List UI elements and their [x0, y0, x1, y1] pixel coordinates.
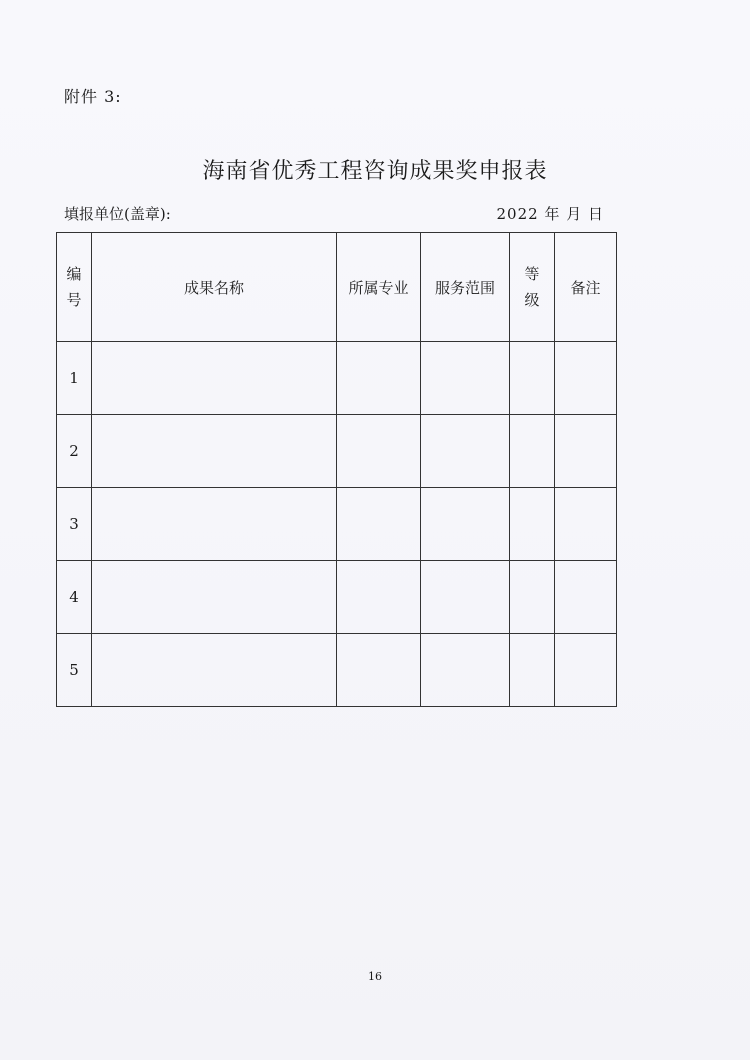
remarks-cell[interactable]	[555, 488, 617, 561]
grade-cell[interactable]	[510, 342, 555, 415]
result-name-cell[interactable]	[92, 342, 337, 415]
header-grade-char-2: 级	[524, 291, 540, 309]
remarks-cell[interactable]	[555, 342, 617, 415]
table-row	[57, 634, 617, 707]
attachment-label: 附件 3:	[64, 87, 122, 106]
fill-date: 2022 年 月 日	[496, 205, 604, 223]
table-row	[57, 561, 617, 634]
table-header-row	[57, 233, 617, 342]
table-row	[57, 488, 617, 561]
grade-cell[interactable]	[510, 561, 555, 634]
table-row	[57, 342, 617, 415]
header-number-char-1: 编	[66, 265, 82, 283]
header-number-char-2: 号	[66, 291, 82, 309]
specialty-cell[interactable]	[337, 561, 421, 634]
header-remarks: 备注	[555, 233, 617, 342]
remarks-cell[interactable]	[555, 415, 617, 488]
result-name-cell[interactable]	[92, 488, 337, 561]
specialty-cell[interactable]	[337, 415, 421, 488]
specialty-cell[interactable]	[337, 634, 421, 707]
result-name-cell[interactable]	[92, 415, 337, 488]
fill-unit-row	[64, 203, 604, 224]
row-number: 4	[57, 561, 92, 634]
result-name-cell[interactable]	[92, 634, 337, 707]
table-row	[57, 415, 617, 488]
grade-cell[interactable]	[510, 634, 555, 707]
header-result-name: 成果名称	[92, 233, 337, 342]
row-number: 2	[57, 415, 92, 488]
page-number: 16	[368, 970, 382, 983]
header-service-scope: 服务范围	[421, 233, 510, 342]
row-number: 3	[57, 488, 92, 561]
grade-cell[interactable]	[510, 488, 555, 561]
service-scope-cell[interactable]	[421, 634, 510, 707]
grade-cell[interactable]	[510, 415, 555, 488]
specialty-cell[interactable]	[337, 488, 421, 561]
result-name-cell[interactable]	[92, 561, 337, 634]
remarks-cell[interactable]	[555, 634, 617, 707]
service-scope-cell[interactable]	[421, 488, 510, 561]
form-title: 海南省优秀工程咨询成果奖申报表	[202, 159, 548, 184]
header-grade-char-1: 等	[524, 265, 540, 283]
row-number: 5	[57, 634, 92, 707]
service-scope-cell[interactable]	[421, 561, 510, 634]
application-table	[56, 232, 617, 707]
service-scope-cell[interactable]	[421, 415, 510, 488]
service-scope-cell[interactable]	[421, 342, 510, 415]
fill-unit-label: 填报单位(盖章):	[64, 205, 171, 223]
header-specialty: 所属专业	[337, 233, 421, 342]
header-number	[57, 233, 92, 342]
header-grade	[510, 233, 555, 342]
specialty-cell[interactable]	[337, 342, 421, 415]
remarks-cell[interactable]	[555, 561, 617, 634]
row-number: 1	[57, 342, 92, 415]
